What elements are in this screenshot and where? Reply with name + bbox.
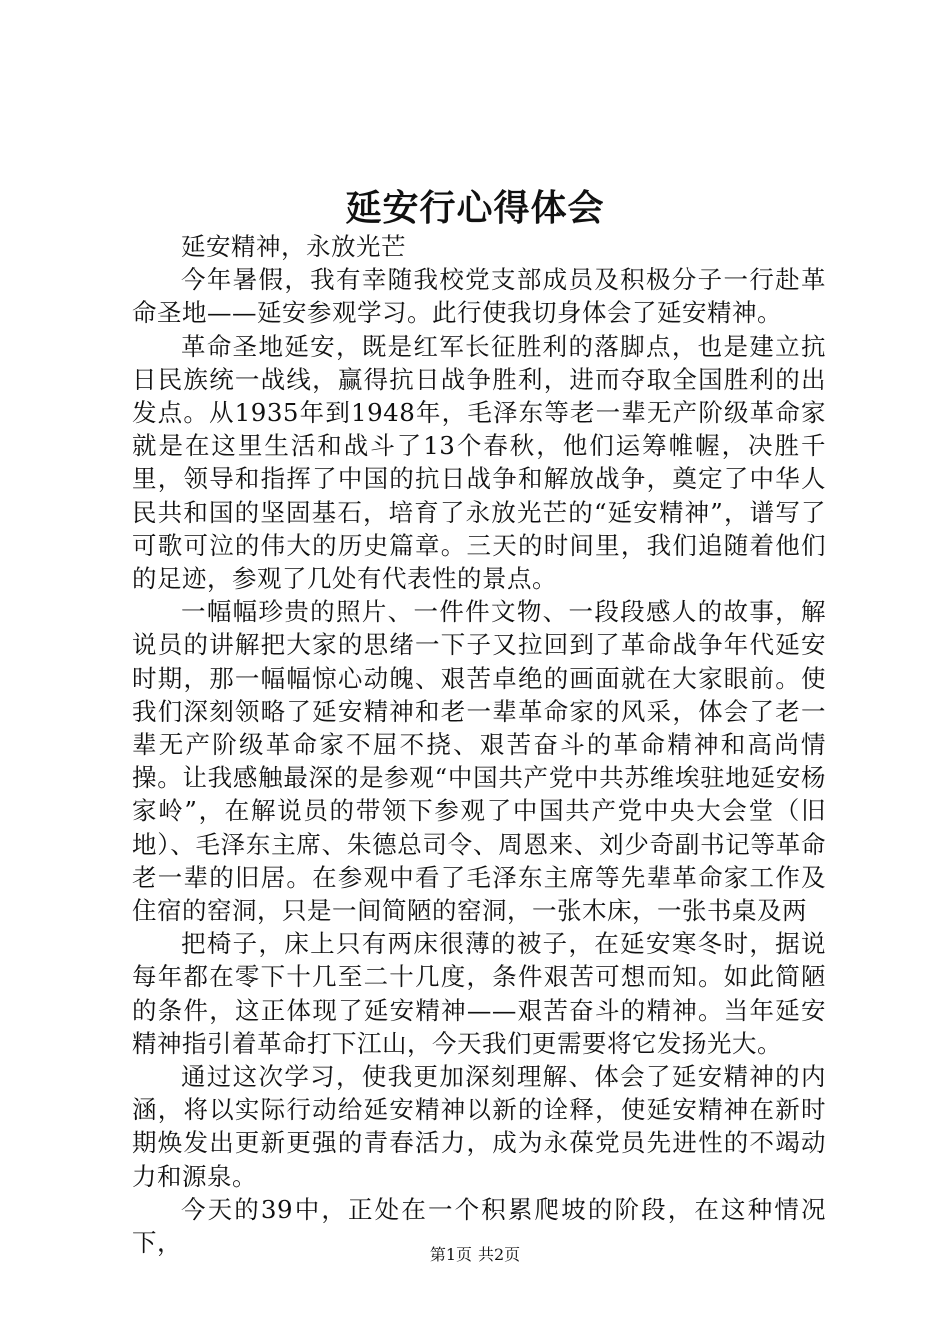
- paragraph: 今年暑假，我有幸随我校党支部成员及积极分子一行赴革命圣地——延安参观学习。此行使我切身体会了延安精神。: [132, 265, 826, 328]
- document-title: 延安行心得体会: [345, 187, 605, 229]
- paragraph: 革命圣地延安，既是红军长征胜利的落脚点，也是建立抗日民族统一战线，赢得抗日战争胜利，进而夺取全国胜利的出发点。从1935年到1948年，毛泽东等老一辈无产阶级革命家就是在这里生活和战斗了13个春秋，他们运筹帷幄，决胜千里，领导和指挥了中国的抗日战争和解放战争，奠定了中华人民共和国的坚固基石，培育了永放光芒的“延安精神”，谱写了可歌可泣的伟大的历史篇章。三天的时间里，我们追随着他们的足迹，参观了几处有代表性的景点。: [132, 331, 826, 594]
- paragraph: 一幅幅珍贵的照片、一件件文物、一段段感人的故事，解说员的讲解把大家的思绪一下子又拉回到了革命战争年代延安时期，那一幅幅惊心动魄、艰苦卓绝的画面就在大家眼前。使我们深刻领略了延安精神和老一辈革命家的风采，体会了老一辈无产阶级革命家不屈不挠、艰苦奋斗的革命精神和高尚情操。让我感触最深的是参观“中国共产党中共苏维埃驻地延安杨家岭”，在解说员的带领下参观了中国共产党中央大会堂（旧地）、毛泽东主席、朱德总司令、周恩来、刘少奇副书记等革命老一辈的旧居。在参观中看了毛泽东主席等先辈革命家工作及住宿的窑洞，只是一间简陋的窑洞，一张木床，一张书桌及两: [132, 597, 826, 926]
- paragraph: 通过这次学习，使我更加深刻理解、体会了延安精神的内涵，将以实际行动给延安精神以新的诠释，使延安精神在新时期焕发出更新更强的青春活力，成为永葆党员先进性的不竭动力和源泉。: [132, 1062, 826, 1191]
- document-body: [132, 230, 826, 1259]
- page-footer: [0, 1244, 950, 1266]
- page-total: 共2页: [478, 1245, 521, 1264]
- page-number: 第1页: [429, 1245, 472, 1264]
- paragraph-subtitle: 延安精神，永放光芒: [181, 232, 406, 261]
- paragraph: 把椅子，床上只有两床很薄的被子，在延安寒冬时，据说每年都在零下十几至二十几度，条件艰苦可想而知。如此简陋的条件，这正体现了延安精神——艰苦奋斗的精神。当年延安精神指引着革命打下江山，今天我们更需要将它发扬光大。: [132, 929, 826, 1058]
- paragraph: 今天的39中，正处在一个积累爬坡的阶段，在这种情况下，: [132, 1194, 826, 1258]
